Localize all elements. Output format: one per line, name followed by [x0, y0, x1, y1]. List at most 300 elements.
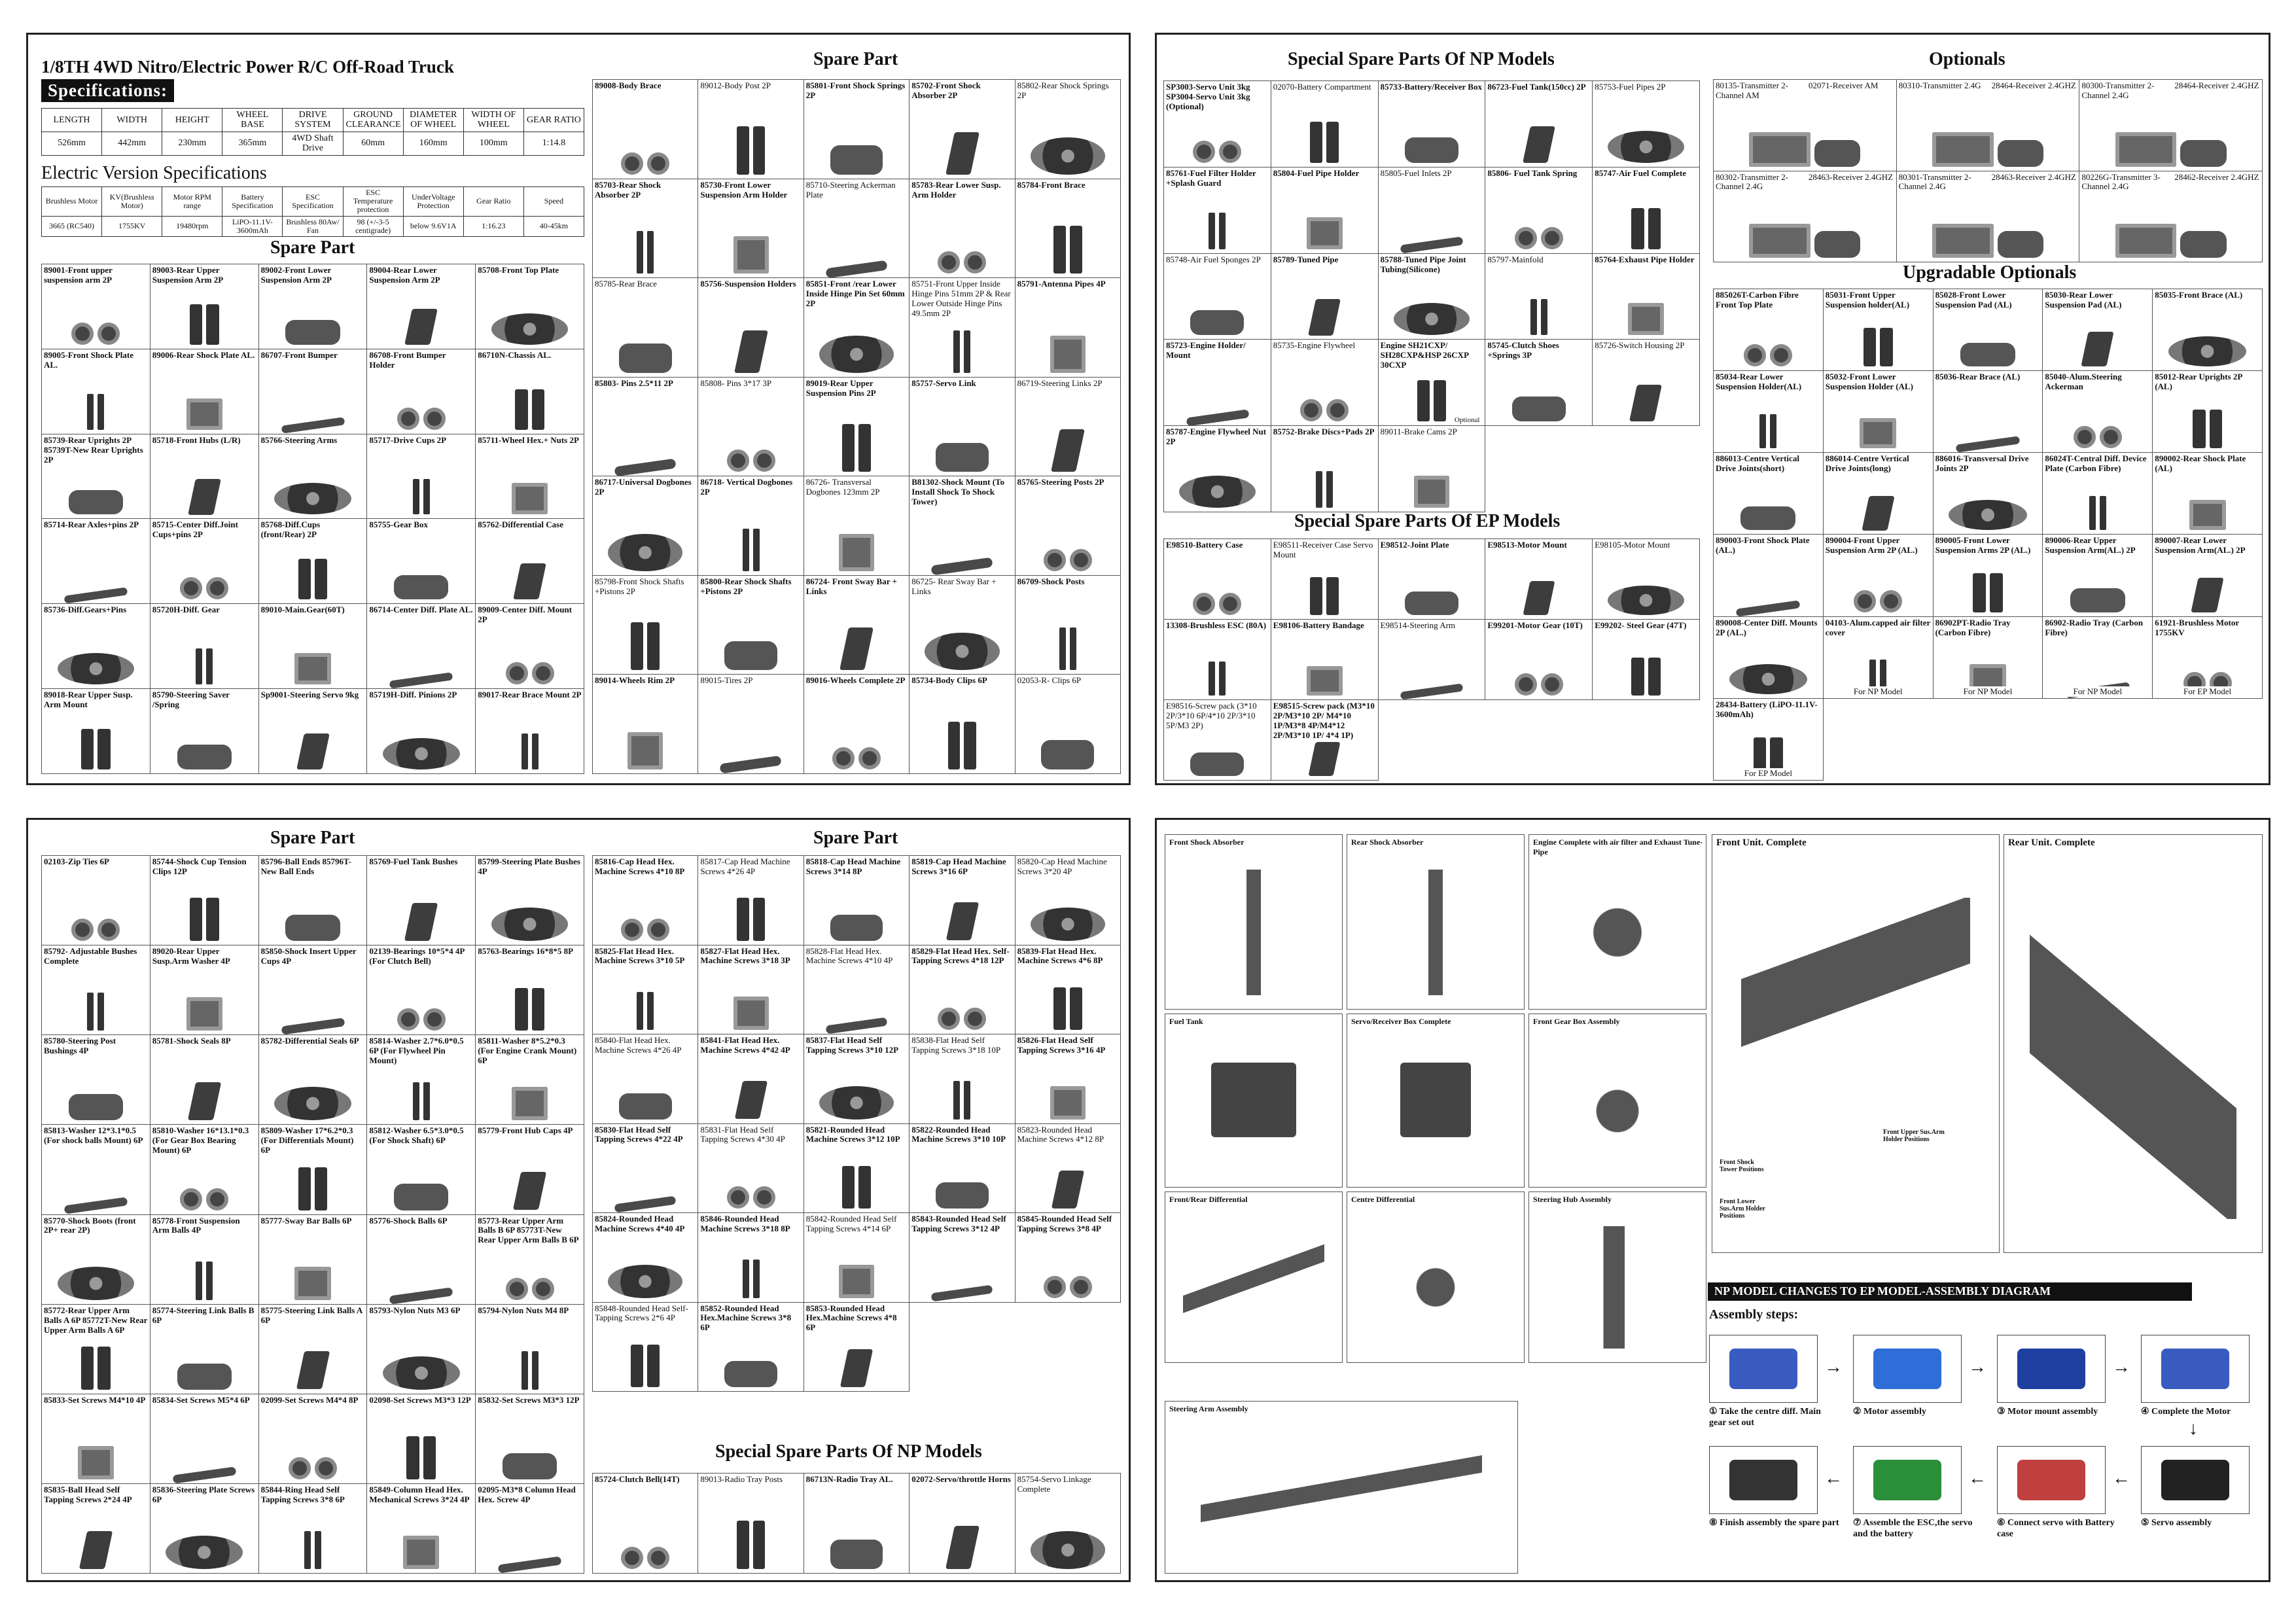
part-label: 02099-Set Screws M4*4 8P: [260, 1394, 359, 1405]
part-label: 85821-Rounded Head Machine Screws 3*12 10P: [805, 1124, 900, 1144]
part-cell-85783-rear-lower-susp-arm-holder: [910, 179, 1015, 279]
part-label: E98511-Receiver Case Servo Mount: [1273, 540, 1373, 559]
part-image: [601, 1161, 690, 1209]
part-cell-85772-rear-upper-arm-balls-a-6p-85772t-n: [42, 1305, 150, 1394]
part-image: [1023, 982, 1112, 1030]
part-cell-85036-rear-brace-al: [1934, 371, 2043, 453]
part-label: 89001-Front upper suspension arm 2P: [44, 265, 113, 285]
part-label: Sp9001-Steering Servo 9kg: [260, 690, 359, 700]
part-image: [1023, 893, 1112, 941]
part-label: 85835-Ball Head Self Tapping Screws 2*24 4P: [44, 1484, 132, 1504]
diagram-engine: Engine Complete with air filter and Exhaust Tune-Pipe: [1528, 834, 1706, 1010]
part-label: 85719H-Diff. Pinions 2P: [369, 690, 457, 700]
part-cell-85744-shock-cup-tension-clips-12p: [150, 856, 259, 945]
part-image: [376, 1072, 467, 1120]
part-label: 85724-Clutch Bell(14T): [595, 1474, 680, 1484]
part-label: 85754-Servo Linkage Complete: [1017, 1474, 1091, 1494]
part-cell-e98514-steering-arm: [1379, 620, 1486, 700]
arrow-right-icon: →: [2112, 1357, 2130, 1377]
part-image: [707, 1515, 795, 1569]
part-cell-89017-rear-brace-mount-2p: [476, 689, 584, 774]
part-label: 85825-Flat Head Hex. Machine Screws 3*10 5P: [595, 945, 685, 966]
part-cell-85835-ball-head-self-tapping-screws-2-24: [42, 1484, 150, 1574]
assembly-step-image: [1853, 1335, 1962, 1403]
spec-cell: 3665 (RC540): [42, 216, 102, 236]
part-image: [159, 555, 249, 600]
part-label: 85772-Rear Upper Arm Balls A 6P 85772T-New Rear Upper Arm Balls A 6P: [44, 1305, 148, 1335]
part-label: 85814-Washer 2.7*6.0*0.5 6P (For Flywheel Pin Mount): [369, 1036, 464, 1066]
part-cell-85842-rounded-head-self-tapping-screws-4: [804, 1213, 910, 1303]
part-image: [918, 617, 1006, 670]
part-cell-85839-flat-head-hex-machine-screws-4-6-8: [1016, 945, 1121, 1035]
part-image: [707, 1339, 795, 1387]
part-image: [707, 716, 795, 769]
part-label: 86713N-Radio Tray AL.: [805, 1474, 893, 1484]
part-label: 85824-Rounded Head Machine Screws 4*40 4P: [595, 1214, 685, 1233]
part-cell-e98512-joint-plate: [1379, 539, 1486, 620]
part-cell-89006-rear-shock-plate-al: [150, 349, 259, 434]
part-image: [601, 893, 690, 941]
optional-note: Optional: [1454, 416, 1480, 425]
part-label: 02070-Battery Compartment: [1273, 82, 1371, 92]
part-cell-86718-vertical-dogbones-2p: [698, 476, 804, 576]
spec-cell: 1755KV: [102, 216, 162, 236]
part-cell-02053-r-clips-6p: [1016, 675, 1121, 774]
part-label: 85812-Washer 6.5*3.0*0.5 (For Shock Shaft) 6P: [369, 1125, 464, 1146]
part-label: 85748-Air Fuel Sponges 2P: [1166, 254, 1261, 264]
part-label: 04103-Alum.capped air filter cover: [1825, 617, 1930, 637]
spec-cell: Brushless Motor: [42, 187, 102, 217]
part-label: 85846-Rounded Head Machine Screws 3*18 8P: [700, 1214, 790, 1233]
part-label: 85848-Rounded Head Self-Tapping Screws 2*6 4P: [595, 1303, 688, 1323]
part-cell-85763-bearings-16-8-5-8p: [476, 945, 584, 1035]
part-label: 89012-Body Post 2P: [700, 80, 771, 90]
part-image: [484, 1342, 574, 1390]
part-image: [1173, 376, 1262, 421]
part-image: [813, 1161, 901, 1209]
part-cell-85796-ball-ends-85796t-new-ball-ends: [259, 856, 368, 945]
part-cell-85756-suspension-holders: [698, 278, 804, 378]
part-cell-85726-switch-housing-2p: [1593, 340, 1700, 426]
document-title: 1/8TH 4WD Nitro/Electric Power R/C Off-Road Truck: [41, 57, 454, 77]
part-cell-85836-steering-plate-screws-6p: [150, 1484, 259, 1574]
part-label: 85717-Drive Cups 2P: [369, 434, 447, 445]
part-image: [1280, 117, 1369, 163]
part-label: 85773-Rear Upper Arm Balls B 6P 85773T-New Rear Upper Arm Balls B 6P: [478, 1215, 579, 1245]
part-image: [159, 1252, 249, 1300]
part-cell-85723-engine-holder-mount: [1164, 340, 1271, 426]
part-image: [918, 419, 1006, 472]
part-cell-85762-differential-case: [476, 519, 584, 604]
part-image: [1387, 376, 1477, 421]
transmitter-image: [2094, 118, 2248, 166]
part-image: [1494, 203, 1583, 249]
part-cell-89015-tires-2p: [698, 675, 804, 774]
part-image: [268, 1342, 358, 1390]
part-cell-89002-front-lower-suspension-arm-2p: [259, 264, 368, 349]
part-image: [1601, 573, 1691, 615]
part-label: 85813-Washer 12*3.1*0.5 (For shock balls Mount) 6P: [44, 1125, 143, 1146]
assembly-step-image: [2141, 1335, 2250, 1403]
part-label: 85031-Front Upper Suspension holder(AL): [1825, 290, 1910, 309]
part-label: 85763-Bearings 16*8*5 8P: [478, 946, 574, 957]
part-cell-85730-front-lower-suspension-arm-holder: [698, 179, 804, 279]
part-label: SP3003-Servo Unit 3kg SP3004-Servo Unit 3kg (Optional): [1166, 82, 1250, 111]
part-image: [813, 1339, 901, 1387]
part-label: E98105-Motor Mount: [1595, 540, 1670, 550]
transmitter-image: [1911, 209, 2064, 258]
part-cell-89004-rear-lower-suspension-arm-2p: [367, 264, 476, 349]
part-image: [2162, 487, 2253, 530]
part-cell-886014-centre-vertical-drive-joints-long: [1824, 453, 1934, 535]
part-image: [813, 419, 901, 472]
part-cell-85717-drive-cups-2p: [367, 434, 476, 520]
part-image: [159, 1342, 249, 1390]
spec-cell: UnderVoltage Protection: [403, 187, 463, 217]
part-image: [1023, 121, 1112, 174]
part-label: 85838-Flat Head Self Tapping Screws 3*18 10P: [911, 1035, 1001, 1055]
part-image: [159, 983, 249, 1031]
part-label: 85810-Washer 16*13.1*0.3 (For Gear Box Bearing Mount) 6P: [152, 1125, 249, 1156]
part-label: 85776-Shock Balls 6P: [369, 1215, 448, 1226]
part-label: 61921-Brushless Motor 1755KV: [2155, 617, 2239, 637]
spec-cell: LiPO-11.1V-3600mAh: [222, 216, 283, 236]
part-label: 85816-Cap Head Hex. Machine Screws 4*10 8P: [595, 856, 685, 876]
part-image: [1387, 117, 1477, 163]
part-cell-85814-washer-2-7-6-0-0-5-6p-for-flywheel: [367, 1035, 476, 1125]
part-image: [484, 385, 574, 430]
part-image: [484, 1432, 574, 1479]
assembly-step-caption: ① Take the centre diff. Main gear set out: [1709, 1407, 1821, 1428]
arrow-right-icon: →: [1968, 1357, 1987, 1377]
assembly-step-caption: ⑦ Assemble the ESC,the servo and the battery: [1853, 1518, 1973, 1539]
parts-grid-1: [41, 264, 584, 774]
part-cell-85829-flat-head-hex-self-tapping-screws-: [910, 945, 1015, 1035]
assembly-step-image: [2141, 1446, 2250, 1514]
part-image: [601, 982, 690, 1030]
part-label: 89002-Front Lower Suspension Arm 2P: [260, 265, 332, 285]
transmitter-label: 80135-Transmitter 2-Channel AM: [1716, 80, 1789, 100]
part-image: [1832, 323, 1924, 366]
part-cell-85834-set-screws-m5-4-6p: [150, 1394, 259, 1484]
part-image: [1387, 203, 1477, 249]
part-cell-86714-center-diff-plate-al: [367, 604, 476, 689]
part-label: 85751-Front Upper Inside Hinge Pins 51mm 2P & Rear Lower Outside Hinge Pins 49.5mm 2P: [911, 279, 1011, 318]
part-label: 85837-Flat Head Self Tapping Screws 3*10 12P: [805, 1035, 899, 1055]
part-image: [601, 518, 690, 571]
part-image: [484, 555, 574, 600]
part-image: [918, 1515, 1006, 1569]
part-cell-85827-flat-head-hex-machine-screws-3-18-: [698, 945, 804, 1035]
part-cell-e98516-screw-pack-3-10-2p-3-10-6p-4-10-2: [1164, 700, 1271, 781]
spec-cell: 19480rpm: [162, 216, 222, 236]
part-label: 85711-Wheel Hex.+ Nuts 2P: [478, 434, 579, 445]
part-label: 85818-Cap Head Machine Screws 3*14 8P: [805, 856, 901, 876]
arrow-left-icon: ←: [1824, 1468, 1843, 1489]
diagram-rear-unit: Rear Unit. Complete: [2004, 834, 2263, 1253]
part-cell-85849-column-head-hex-mechanical-screws-: [367, 1484, 476, 1574]
transmitter-image: [2094, 209, 2248, 258]
part-cell-85719h-diff-pinions-2p: [367, 689, 476, 774]
part-label: 02072-Servo/throttle Horns: [911, 1474, 1011, 1484]
part-label: 85798-Front Shock Shafts +Pistons 2P: [595, 576, 684, 596]
part-label: 85823-Rounded Head Machine Screws 4*12 8P: [1017, 1124, 1104, 1144]
part-cell-85830-flat-head-self-tapping-screws-4-22: [593, 1124, 698, 1214]
part-cell-85811-washer-8-5-2-0-3-for-engine-crank-: [476, 1035, 584, 1125]
part-cell-85766-steering-arms: [259, 434, 368, 520]
part-image: [1601, 290, 1691, 336]
part-label: 890006-Rear Upper Suspension Arm(AL.) 2P: [2045, 535, 2136, 556]
part-cell-85818-cap-head-machine-screws-3-14-8p: [804, 856, 910, 945]
part-cell-890002-rear-shock-plate-al: [2153, 453, 2263, 535]
part-label: 85765-Steering Posts 2P: [1017, 477, 1104, 487]
part-image: [268, 470, 358, 515]
part-label: 85819-Cap Head Machine Screws 3*16 6P: [911, 856, 1006, 876]
ep-title: Special Spare Parts Of EP Models: [1294, 511, 1561, 531]
part-cell-85809-washer-17-6-2-0-3-for-differential: [259, 1125, 368, 1214]
diagram-front-shock: Front Shock Absorber: [1165, 834, 1343, 1010]
part-cell-86710n-chassis-al: [476, 349, 584, 434]
part-image: [484, 1072, 574, 1120]
part-label: 85842-Rounded Head Self Tapping Screws 4*14 6P: [805, 1214, 897, 1233]
part-image: [1023, 1515, 1112, 1569]
part-image: [50, 1432, 141, 1479]
part-cell-85848-rounded-head-self-tapping-screws-2: [593, 1303, 698, 1392]
diagram-differential: Front/Rear Differential: [1165, 1192, 1343, 1363]
spec-cell: DIAMETER OF WHEEL: [403, 109, 463, 132]
part-cell-85736-diff-gears-pins: [42, 604, 150, 689]
part-image: [50, 724, 141, 769]
part-label: 86709-Shock Posts: [1017, 576, 1085, 586]
part-label: 85744-Shock Cup Tension Clips 12P: [152, 856, 247, 876]
part-image: [484, 470, 574, 515]
part-cell-85769-fuel-tank-bushes: [367, 856, 476, 945]
part-label: 85793-Nylon Nuts M3 6P: [369, 1305, 461, 1315]
part-label: 85708-Front Top Plate: [478, 265, 559, 275]
part-label: 85770-Shock Boots (front 2P+ rear 2P): [44, 1215, 136, 1235]
part-label: 85778-Front Suspension Arm Balls 4P: [152, 1215, 240, 1235]
part-cell-85789-tuned-pipe: [1271, 254, 1379, 340]
part-image: [268, 724, 358, 769]
part-label: 85831-Flat Head Self Tapping Screws 4*30 4P: [700, 1124, 785, 1144]
part-cell-85808-pins-3-17-3p: [698, 378, 804, 477]
optional-cell: [2079, 80, 2263, 171]
part-image: [918, 716, 1006, 769]
part-label: 85777-Sway Bar Balls 6P: [260, 1215, 352, 1226]
part-label: 85035-Front Brace (AL): [2155, 290, 2243, 300]
part-image: [159, 385, 249, 430]
np-parts-grid: [1163, 80, 1700, 512]
part-label: 85851-Front /rear Lower Inside Hinge Pin Set 60mm 2P: [805, 279, 905, 309]
part-label: 85783-Rear Lower Susp. Arm Holder: [911, 179, 1001, 200]
part-image: [2052, 323, 2144, 366]
part-cell-85775-steering-link-balls-a-6p: [259, 1305, 368, 1394]
parts-grid-5: [592, 855, 1121, 1392]
part-label: 85768-Diff.Cups (front/Rear) 2P: [260, 520, 321, 540]
spare-title-1: Spare Part: [270, 238, 355, 258]
part-image: [50, 1521, 141, 1569]
part-image: [376, 1252, 467, 1300]
part-image: [813, 1250, 901, 1298]
part-label: E98513-Motor Mount: [1487, 540, 1567, 550]
part-image: [376, 724, 467, 769]
receiver-label: 28463-Receiver 2.4GHZ: [1808, 171, 1894, 182]
part-cell-85711-wheel-hex-nuts-2p: [476, 434, 584, 520]
part-cell-85816-cap-head-hex-machine-screws-4-10-8: [593, 856, 698, 945]
part-label: 85710-Steering Ackerman Plate: [805, 179, 896, 200]
part-image: [813, 716, 901, 769]
part-image: [50, 983, 141, 1031]
part-cell-89011-brake-cams-2p: [1379, 426, 1486, 512]
part-cell-85810-washer-16-13-1-0-3-for-gear-box-be: [150, 1125, 259, 1214]
part-cell-85751-front-upper-inside-hinge-pins-51mm: [910, 278, 1015, 378]
part-image: [159, 1163, 249, 1210]
part-cell-e98510-battery-case: [1164, 539, 1271, 620]
part-cell-86724-front-sway-bar-links: [804, 576, 910, 675]
part-cell-b81302-shock-mount-to-install-shock-to-s: [910, 476, 1015, 576]
part-cell-89019-rear-upper-suspension-pins-2p: [804, 378, 910, 477]
part-label: 85730-Front Lower Suspension Arm Holder: [700, 179, 788, 200]
transmitter-image: [1728, 118, 1881, 166]
part-cell-02070-battery-compartment: [1271, 81, 1379, 168]
part-cell-85798-front-shock-shafts-pistons-2p: [593, 576, 698, 675]
part-cell-e98515-screw-pack-m3-10-2p-m3-10-2p-m4-1: [1271, 700, 1379, 781]
part-image: [1832, 569, 1924, 612]
part-cell-86708-front-bumper-holder: [367, 349, 476, 434]
receiver-label: 28463-Receiver 2.4GHZ: [1991, 171, 2076, 182]
transmitter-image: [1728, 209, 1881, 258]
diagram-steering-arm: Steering Arm Assembly: [1165, 1401, 1518, 1574]
part-image: [707, 1072, 795, 1120]
part-cell-85821-rounded-head-machine-screws-3-12-1: [804, 1124, 910, 1214]
part-image: [268, 639, 358, 684]
spec-cell: LENGTH: [42, 109, 102, 132]
part-image: [268, 1163, 358, 1210]
part-cell-85794-nylon-nuts-m4-8p: [476, 1305, 584, 1394]
part-label: 85801-Front Shock Springs 2P: [805, 80, 906, 100]
part-cell-89010-main-gear-60t: [259, 604, 368, 689]
assembly-step-caption: ⑤ Servo assembly: [2141, 1518, 2212, 1528]
part-image: [50, 639, 141, 684]
part-image: [1942, 323, 2034, 366]
part-image: [50, 385, 141, 430]
part-cell-89018-rear-upper-susp-arm-mount: [42, 689, 150, 774]
part-label: 89010-Main.Gear(60T): [260, 605, 345, 615]
part-label: 13308-Brushless ESC (80A): [1166, 620, 1267, 630]
spec-cell: ESC Temperature protection: [343, 187, 403, 217]
part-label: 85040-Alum.Steering Ackerman: [2045, 372, 2122, 392]
part-image: [707, 982, 795, 1030]
part-label: E99202- Steel Gear (47T): [1595, 620, 1687, 630]
part-image: [1280, 462, 1369, 508]
part-label: 86718- Vertical Dogbones 2P: [700, 477, 793, 497]
part-label: 85799-Steering Plate Bushes 4P: [478, 856, 580, 876]
optional-cell: [1897, 171, 2080, 263]
part-cell-85850-shock-insert-upper-cups-4p: [259, 945, 368, 1035]
part-cell-61921-brushless-motor-1755kv: [2153, 617, 2263, 699]
part-image: [1280, 290, 1369, 336]
panel-spare-parts-2: [26, 818, 1131, 1582]
part-cell-02103-zip-ties-6p: [42, 856, 150, 945]
diagram-fuel-tank: Fuel Tank: [1165, 1014, 1343, 1188]
part-label: 85792- Adjustable Bushes Complete: [44, 946, 137, 966]
part-image: [918, 982, 1006, 1030]
part-image: [1387, 462, 1477, 508]
part-cell-85745-clutch-shoes-springs-3p: [1485, 340, 1593, 426]
part-image: [159, 1432, 249, 1479]
np-parts-grid-5: [592, 1473, 1121, 1574]
part-cell-85030-rear-lower-suspension-pad-al: [2043, 289, 2153, 371]
part-image: [601, 419, 690, 472]
part-cell-85844-ring-head-self-tapping-screws-3-8-: [259, 1484, 368, 1574]
spare-title-4: Spare Part: [270, 828, 355, 848]
part-label: 89018-Rear Upper Susp. Arm Mount: [44, 690, 133, 710]
part-image: [601, 716, 690, 769]
part-image: [2162, 569, 2253, 612]
part-label: 86717-Universal Dogbones 2P: [595, 477, 692, 497]
part-cell-85770-shock-boots-front-2p-rear-2p: [42, 1215, 150, 1305]
part-image: [50, 470, 141, 515]
part-label: 89019-Rear Upper Suspension Pins 2P: [805, 378, 876, 398]
part-cell-85805-fuel-inlets-2p: [1379, 168, 1486, 254]
part-label: 85826-Flat Head Self Tapping Screws 3*16 4P: [1017, 1035, 1106, 1055]
part-label: 85794-Nylon Nuts M4 8P: [478, 1305, 569, 1315]
part-cell-85034-rear-lower-suspension-holder-al: [1714, 371, 1824, 453]
part-image: [1023, 1161, 1112, 1209]
part-cell-e98511-receiver-case-servo-mount: [1271, 539, 1379, 620]
part-label: 85853-Rounded Head Hex.Machine Screws 4*8 6P: [805, 1303, 897, 1333]
part-label: 86714-Center Diff. Plate AL.: [369, 605, 473, 615]
part-cell-e99202-steel-gear-47t: [1593, 620, 1700, 700]
part-image: [376, 1342, 467, 1390]
part-cell-sp3003-servo-unit-3kg-sp3004-servo-unit-: [1164, 81, 1271, 168]
part-label: 85788-Tuned Pipe Joint Tubing(Silicone): [1380, 254, 1466, 274]
shock-note-3: Front Lower Sus.Arm Holder Positions: [1720, 1198, 1765, 1220]
part-cell-85846-rounded-head-machine-screws-3-18-8: [698, 1213, 804, 1303]
part-cell-85754-servo-linkage-complete: [1016, 1474, 1121, 1574]
part-label: 85796-Ball Ends 85796T-New Ball Ends: [260, 856, 351, 876]
part-cell-85813-washer-12-3-1-0-5-for-shock-balls-: [42, 1125, 150, 1214]
part-label: 85808- Pins 3*17 3P: [700, 378, 772, 388]
part-image: [601, 1515, 690, 1569]
part-label: 85761-Fuel Filter Holder +Splash Guard: [1166, 168, 1256, 188]
part-image: [376, 555, 467, 600]
spec-cell: GEAR RATIO: [523, 109, 584, 132]
spare-title-5: Spare Part: [813, 828, 898, 848]
part-image: [813, 518, 901, 571]
part-label: 85832-Set Screws M3*3 12P: [478, 1394, 580, 1405]
assembly-step-caption: ② Motor assembly: [1853, 1407, 1926, 1417]
transmitter-label: 80226G-Transmitter 3-Channel 2.4G: [2081, 171, 2161, 192]
part-label: 85723-Engine Holder/ Mount: [1166, 340, 1246, 361]
part-cell-85768-diff-cups-front-rear-2p: [259, 519, 368, 604]
part-label: 86726- Transversal Dogbones 123mm 2P: [805, 477, 880, 497]
part-label: E98516-Screw pack (3*10 2P/3*10 6P/4*10 2P/3*10 5P/M3 2P): [1166, 701, 1257, 730]
part-image: [1173, 733, 1262, 776]
spec-cell: 4WD Shaft Drive: [283, 132, 343, 155]
part-cell-e98106-battery-bandage: [1271, 620, 1379, 700]
part-image: [1832, 487, 1924, 530]
part-label: 85718-Front Hubs (L/R): [152, 434, 241, 445]
part-image: [707, 893, 795, 941]
part-cell-85782-differential-seals-6p: [259, 1035, 368, 1125]
part-cell-02095-m3-8-column-head-hex-screw-4p: [476, 1484, 584, 1574]
part-label: 85820-Cap Head Machine Screws 3*20 4P: [1017, 856, 1107, 876]
arrow-left-icon: ←: [2112, 1468, 2130, 1489]
part-label: 886014-Centre Vertical Drive Joints(long): [1825, 453, 1909, 474]
part-image: [159, 1072, 249, 1120]
part-cell-02072-servo-throttle-horns: [910, 1474, 1015, 1574]
